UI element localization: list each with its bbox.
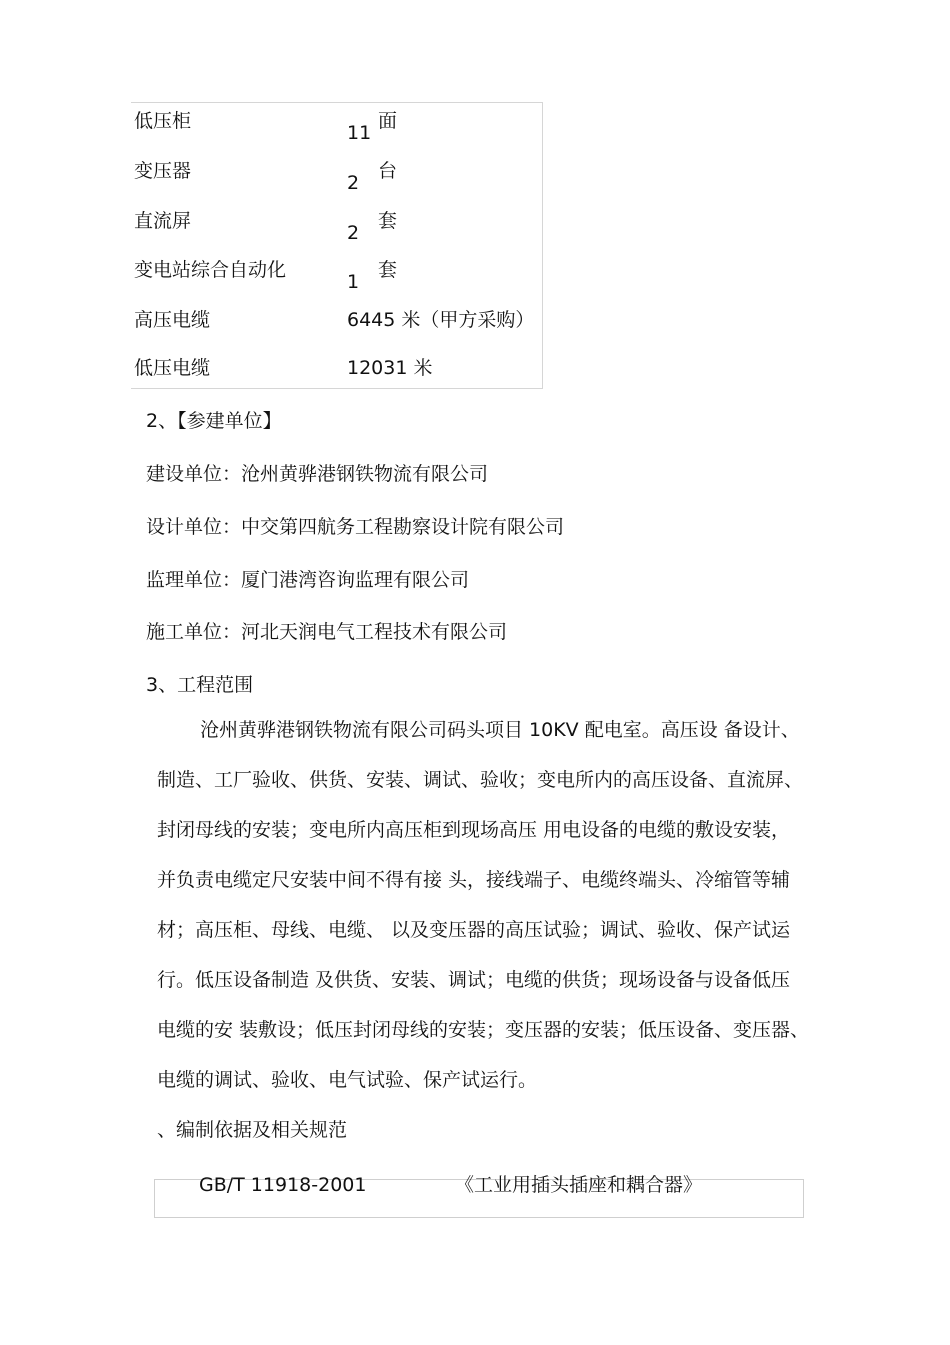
equipment-name: 低压电缆 bbox=[134, 357, 211, 379]
scope-line: 电缆的安 装敷设；低压封闭母线的安装；变压器的安装；低压设备、变压器、 bbox=[157, 1019, 810, 1041]
participant-unit: 建设单位：沧州黄骅港钢铁物流有限公司 bbox=[146, 463, 489, 485]
equipment-qty: 2 bbox=[347, 222, 360, 244]
equipment-name: 直流屏 bbox=[134, 210, 192, 232]
equipment-qty: 1 bbox=[347, 271, 360, 293]
section-heading-participants: 2、【参建单位】 bbox=[146, 410, 282, 432]
scope-line: 材；高压柜、母线、电缆、 以及变压器的高压试验；调试、验收、保产试运 bbox=[157, 919, 791, 941]
equipment-unit: 套 bbox=[378, 210, 398, 232]
standards-table bbox=[154, 1174, 804, 1218]
equipment-row bbox=[131, 350, 542, 400]
equipment-row bbox=[131, 252, 542, 302]
scope-line: 电缆的调试、验收、电气试验、保产试运行。 bbox=[157, 1069, 538, 1091]
scope-line: 行。低压设备制造 及供货、安装、调试；电缆的供货；现场设备与设备低压 bbox=[157, 969, 791, 991]
equipment-unit: 台 bbox=[378, 160, 398, 182]
equipment-name: 变电站综合自动化 bbox=[134, 259, 287, 281]
equipment-qty: 11 bbox=[347, 122, 372, 144]
participant-unit: 设计单位：中交第四航务工程勘察设计院有限公司 bbox=[146, 516, 565, 538]
scope-line: 沧州黄骅港钢铁物流有限公司码头项目 10KV 配电室。高压设 备设计、 bbox=[200, 719, 800, 741]
equipment-unit: 面 bbox=[378, 110, 398, 132]
equipment-table bbox=[131, 102, 543, 389]
participant-unit: 监理单位：厦门港湾咨询监理有限公司 bbox=[146, 569, 470, 591]
scope-line: 并负责电缆定尺安装中间不得有接 头，接线端子、电缆终端头、冷缩管等辅 bbox=[157, 869, 791, 891]
equipment-row bbox=[131, 153, 542, 203]
equipment-unit: 套 bbox=[378, 259, 398, 281]
section-heading-scope: 3、工程范围 bbox=[146, 674, 254, 696]
equipment-qty: 2 bbox=[347, 172, 360, 194]
equipment-row bbox=[131, 203, 542, 253]
section-heading-standards: 、编制依据及相关规范 bbox=[157, 1119, 348, 1141]
equipment-name: 变压器 bbox=[134, 160, 192, 182]
equipment-name: 高压电缆 bbox=[134, 309, 211, 331]
standard-code: GB/T 11918-2001 bbox=[199, 1174, 367, 1196]
equipment-row bbox=[131, 103, 542, 153]
equipment-row bbox=[131, 302, 542, 352]
equipment-name: 低压柜 bbox=[134, 110, 192, 132]
scope-line: 封闭母线的安装；变电所内高压柜到现场高压 用电设备的电缆的敷设安装， bbox=[157, 819, 791, 841]
participant-unit: 施工单位：河北天润电气工程技术有限公司 bbox=[146, 621, 508, 643]
standard-title: 《工业用插头插座和耦合器》 bbox=[455, 1174, 703, 1196]
equipment-qty-unit: 6445 米（甲方采购） bbox=[347, 309, 535, 331]
scope-line: 制造、工厂验收、供货、安装、调试、验收；变电所内的高压设备、直流屏、 bbox=[157, 769, 804, 791]
equipment-qty-unit: 12031 米 bbox=[347, 357, 433, 379]
